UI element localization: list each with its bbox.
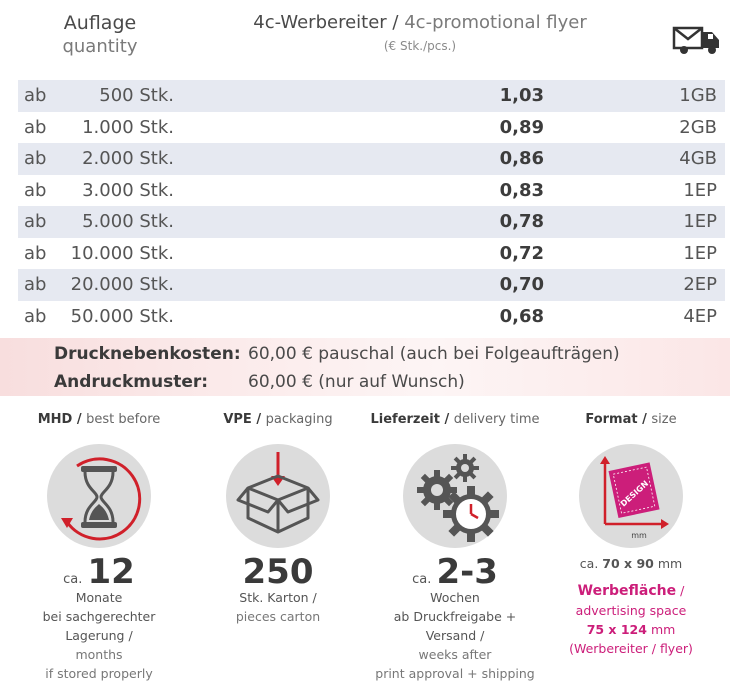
price-row-price: 0,89 xyxy=(499,116,544,138)
cost-label: Andruckmuster: xyxy=(54,372,209,392)
price-table xyxy=(18,80,725,332)
design-label: DESIGN xyxy=(618,478,651,509)
price-row-price: 0,72 xyxy=(499,242,544,264)
price-row xyxy=(18,143,725,175)
price-row-shipping: 1EP xyxy=(683,242,717,264)
info-number: 12 xyxy=(87,552,135,592)
price-row-shipping: 1EP xyxy=(683,179,717,201)
hourglass-icon xyxy=(47,444,151,548)
mm-label: mm xyxy=(631,531,647,540)
info-title xyxy=(546,412,716,432)
info-number: 250 xyxy=(242,552,314,592)
info-detail: months xyxy=(75,647,123,662)
price-row xyxy=(18,206,725,238)
price-row-from: ab xyxy=(24,148,47,170)
info-value xyxy=(193,552,363,592)
price-row-from: ab xyxy=(24,116,47,138)
info-detail: print approval + shipping xyxy=(375,666,535,681)
price-row-from: ab xyxy=(24,179,47,201)
price-row xyxy=(18,238,725,270)
price-row-quantity: 500 Stk. xyxy=(99,85,174,107)
price-row-shipping: 1EP xyxy=(683,211,717,233)
info-detail: if stored properly xyxy=(45,666,153,681)
area-title-de: Werbefläche xyxy=(577,583,677,599)
area-title-en: advertising space xyxy=(575,603,687,618)
info-detail: ab Druckfreigabe + Versand / xyxy=(393,609,517,643)
info-title-sep: / xyxy=(72,412,87,427)
format-circle xyxy=(579,444,683,548)
format-size-unit: mm xyxy=(657,556,683,571)
info-number: 2-3 xyxy=(436,552,498,592)
info-title-de: Lieferzeit xyxy=(370,412,440,427)
price-row-from: ab xyxy=(24,85,47,107)
box-circle xyxy=(226,444,330,548)
price-row-shipping: 4EP xyxy=(683,305,717,327)
info-detail: bei sachgerechter Lagerung / xyxy=(42,609,156,643)
price-row-quantity: 5.000 Stk. xyxy=(82,211,174,233)
product-title-de: 4c-Werbereiter xyxy=(253,12,387,33)
product-title-en: 4c-promotional flyer xyxy=(404,12,587,33)
hourglass-circle xyxy=(47,444,151,548)
price-row-price: 0,86 xyxy=(499,148,544,170)
info-title-de: VPE xyxy=(223,412,252,427)
info-detail: pieces carton xyxy=(235,609,321,624)
price-row-price: 1,03 xyxy=(499,85,544,107)
info-title-sep: / xyxy=(251,412,266,427)
info-ca: ca. xyxy=(63,572,83,587)
info-title-en: delivery time xyxy=(453,412,540,427)
info-title-de: MHD xyxy=(37,412,73,427)
info-delivery-time xyxy=(370,412,540,683)
quantity-header-en: quantity xyxy=(62,36,138,57)
quantity-header xyxy=(40,12,160,57)
gears-circle xyxy=(403,444,507,548)
price-row-quantity: 10.000 Stk. xyxy=(70,242,174,264)
info-detail: weeks after xyxy=(418,647,492,662)
info-detail: Wochen xyxy=(430,590,480,605)
info-ca: ca. xyxy=(412,572,432,587)
cost-value: 60,00 € (nur auf Wunsch) xyxy=(248,372,465,392)
price-row xyxy=(18,112,725,144)
price-row-quantity: 1.000 Stk. xyxy=(82,116,174,138)
info-title-en: size xyxy=(651,412,677,427)
advertising-area-title xyxy=(546,581,716,601)
price-row-shipping: 2EP xyxy=(683,274,717,296)
gears-icon xyxy=(403,444,507,548)
product-title-sep: / xyxy=(386,12,405,33)
cost-value: 60,00 € pauschal (auch bei Folgeaufträgen) xyxy=(248,344,620,364)
info-detail: Stk. Karton / xyxy=(239,590,317,605)
format-size-prefix: ca. xyxy=(579,556,599,571)
price-unit: (€ Stk./pcs.) xyxy=(383,39,457,53)
area-title-sep: / xyxy=(676,583,685,598)
format-size xyxy=(546,554,716,573)
area-note: (Werbereiter / flyer) xyxy=(569,641,693,656)
info-title-en: packaging xyxy=(265,412,333,427)
cost-label: Drucknebenkosten: xyxy=(54,344,241,364)
price-row xyxy=(18,80,725,112)
info-title-de: Format xyxy=(585,412,638,427)
info-title xyxy=(193,412,363,432)
info-detail: Monate xyxy=(75,590,123,605)
info-value xyxy=(14,552,184,592)
price-row-price: 0,68 xyxy=(499,305,544,327)
price-row xyxy=(18,175,725,207)
info-title-sep: / xyxy=(637,412,652,427)
area-size-value: 75 x 124 xyxy=(586,622,647,637)
price-row-price: 0,70 xyxy=(499,274,544,296)
price-row-shipping: 4GB xyxy=(679,148,717,170)
price-row-price: 0,78 xyxy=(499,211,544,233)
info-packaging xyxy=(193,412,363,626)
format-icon xyxy=(579,444,683,548)
price-row-from: ab xyxy=(24,211,47,233)
info-format xyxy=(546,412,716,658)
price-row xyxy=(18,269,725,301)
info-title xyxy=(14,412,184,432)
price-row-from: ab xyxy=(24,274,47,296)
price-row-shipping: 1GB xyxy=(679,85,717,107)
area-size xyxy=(546,620,716,639)
price-row-quantity: 20.000 Stk. xyxy=(70,274,174,296)
cost-line-proof xyxy=(54,372,465,392)
product-title xyxy=(220,12,620,33)
info-title-sep: / xyxy=(439,412,454,427)
box-icon xyxy=(226,444,330,548)
price-row-from: ab xyxy=(24,242,47,264)
price-row-from: ab xyxy=(24,305,47,327)
price-row-price: 0,83 xyxy=(499,179,544,201)
product-header xyxy=(220,12,620,53)
price-row-quantity: 50.000 Stk. xyxy=(70,305,174,327)
area-size-unit: mm xyxy=(650,622,676,637)
info-title xyxy=(370,412,540,432)
price-row-quantity: 2.000 Stk. xyxy=(82,148,174,170)
price-row xyxy=(18,301,725,333)
info-title-en: best before xyxy=(86,412,161,427)
price-row-shipping: 2GB xyxy=(679,116,717,138)
info-value xyxy=(370,552,540,592)
info-best-before xyxy=(14,412,184,683)
cost-line-print xyxy=(54,344,620,364)
truck-mail-icon xyxy=(672,22,722,56)
price-row-quantity: 3.000 Stk. xyxy=(82,179,174,201)
quantity-header-de: Auflage xyxy=(63,12,137,34)
format-size-value: 70 x 90 xyxy=(602,556,654,571)
